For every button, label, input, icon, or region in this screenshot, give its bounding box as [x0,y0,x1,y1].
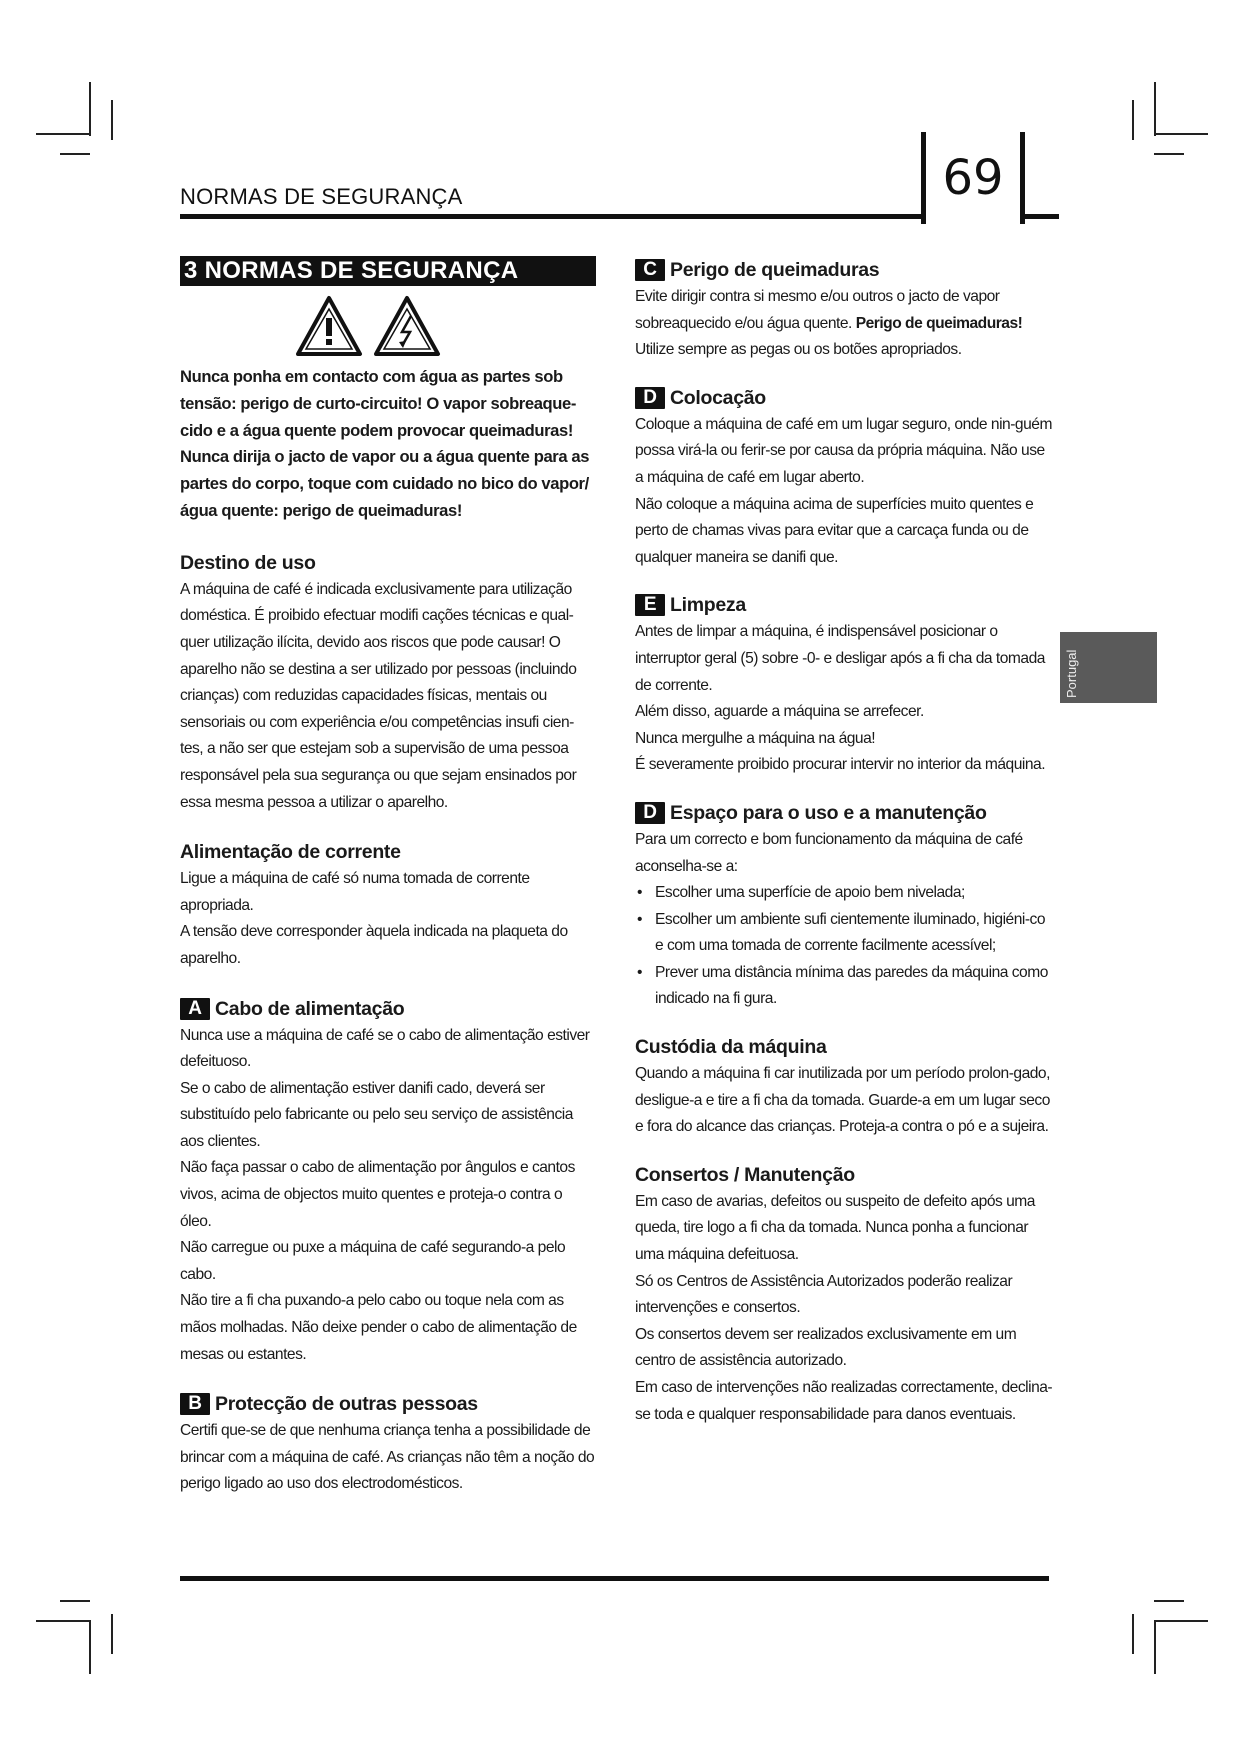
heading-destino: Destino de uso [180,551,316,574]
queimaduras-text-a: Evite dirigir contra si mesmo e/ou outros o jacto de vapor sobreaquecido e/ou água quente. [635,288,1000,332]
badge-d: D [635,387,665,409]
alimentacao-text-1: Ligue a máquina de café só numa tomada de corrente apropriada. [180,870,530,914]
list-item: • Escolher um ambiente sufi cientemente iluminado, higiéni-co e com uma tomada de corrente facilmente acessível; [635,907,1055,960]
badge-d-2: D [635,802,665,824]
section-title: 3 NORMAS DE SEGURANÇA [180,256,596,286]
custodia-text: Quando a máquina fi car inutilizada por um período prolon-gado, desligue-a e tire a fi cha da tomada. Guarde-a em um lugar seco e fora do alcance das crianças. Proteja-a contra o pó e a sujeira. [635,1065,1050,1136]
cabo-text-1: Nunca use a máquina de café se o cabo de alimentação estiver defeituoso. [180,1026,590,1071]
destino-text: A máquina de café é indicada exclusivamente para utilização doméstica. É proibido efectuar modifi cações técnicas e qual-quer utilização ilícita, devido aos riscos que pode causar! O aparelho não se destina a ser utilizado por pessoas (incluindo crianças) com reduzidas capacidades físicas, mentais ou sensoriais ou com experiência e/ou competências insufi cien-tes, a não ser que estejam sob a supervisão de uma pessoa responsável pela sua segurança ou que sejam ensinados por essa mesma pessoa a utilizar o aparelho. [180,580,577,811]
badge-a: A [180,998,210,1020]
warning-icons [180,294,596,358]
heading-custodia: Custódia da máquina [635,1036,827,1059]
queimaduras-text-b: Utilize sempre as pegas ou os botões apropriados. [635,341,962,359]
crop-mark [1154,82,1156,136]
badge-c: C [635,259,665,281]
heading-colocacao [635,384,1055,412]
consertos-text-4: Em caso de intervenções não realizadas correctamente, declina-se toda e qualquer responsabilidade para danos eventuais. [635,1379,1053,1423]
espaco-list [635,880,1055,1013]
cabo-text-2: Se o cabo de alimentação estiver danifi cado, deverá ser substituído pelo fabricante ou pelo seu serviço de assistência aos clientes. [180,1079,573,1150]
heading-consertos: Consertos / Manutenção [635,1163,855,1186]
running-header: NORMAS DE SEGURANÇA [180,184,463,209]
crop-mark [89,82,91,136]
crop-mark [89,1620,91,1674]
crop-mark [1154,1620,1208,1622]
crop-mark [1154,1600,1184,1602]
espaco-intro: Para um correcto e bom funcionamento da máquina de café aconselha-se a: [635,830,1023,875]
page-number: 69 [921,132,1025,224]
left-column [180,256,596,1518]
heading-proteccao [180,1390,596,1418]
crop-mark [60,153,90,155]
crop-mark [60,1600,90,1602]
language-tab-label: Portugal [1064,649,1079,698]
proteccao-text: Certifi que-se de que nenhuma criança tenha a possibilidade de brincar com a máquina de café. As crianças não têm a noção do perigo ligado ao uso dos electrodomésticos. [180,1422,595,1493]
crop-mark [1154,133,1208,135]
limpeza-text-3: Nunca mergulhe a máquina na água! [635,729,876,747]
cabo-text-4: Não carregue ou puxe a máquina de café segurando-a pelo cabo. [180,1239,566,1283]
crop-mark [1132,1614,1134,1654]
heading-alimentacao: Alimentação de corrente [180,841,401,864]
crop-mark [111,100,113,140]
heading-cabo [180,995,596,1023]
badge-e: E [635,594,665,616]
heading-cabo-label: Cabo de alimentação [215,997,405,1020]
limpeza-text-4: É severamente proibido procurar intervir no interior da máquina. [635,756,1046,774]
heading-limpeza [635,591,1055,619]
consertos-text-2: Só os Centros de Assistência Autorizados poderão realizar intervenções e consertos. [635,1272,1013,1317]
consertos-text-3: Os consertos devem ser realizados exclusivamente em um centro de assistência autorizado. [635,1325,1017,1370]
heading-proteccao-label: Protecção de outras pessoas [215,1393,478,1416]
footer-rule [180,1576,1049,1581]
colocacao-text-1: Coloque a máquina de café em um lugar seguro, onde nin-guém possa virá-la ou ferir-se por causa da própria máquina. Não use a máquina de café em lugar aberto. [635,415,1052,486]
queimaduras-warning: Perigo de queimaduras! [855,314,1023,332]
cabo-text-5: Não tire a fi cha puxando-a pelo cabo ou toque nela com as mãos molhadas. Não deixe pender o cabo de alimentação de mesas ou estantes. [180,1292,577,1363]
right-column [635,256,1055,1448]
limpeza-text-1: Antes de limpar a máquina, é indispensável posicionar o interruptor geral (5) sobre -0- e desligar após a fi cha da tomada de corrente. [635,623,1045,694]
badge-b: B [180,1393,210,1415]
safety-warning: Nunca ponha em contacto com água as partes sob tensão: perigo de curto-circuito! O vapor sobreaque-cido e a água quente podem provocar queimaduras! Nunca dirija o jacto de vapor ou a água quente para as partes do corpo, toque com cuidado no bico do vapor/ água quente: perigo de queimaduras! [180,367,590,520]
heading-espaco-label: Espaço para o uso e a manutenção [670,801,987,824]
heading-colocacao-label: Colocação [670,386,766,409]
colocacao-text-2: Não coloque a máquina acima de superfícies muito quentes e perto de chamas vivas para evitar que a carcaça funda ou de qualquer maneira se danifi que. [635,495,1034,566]
heading-espaco [635,799,1055,827]
list-item: • Escolher uma superfície de apoio bem nivelada; [635,880,1055,907]
heading-queimaduras-label: Perigo de queimaduras [670,259,880,281]
language-tab [1060,632,1157,703]
crop-mark [36,133,90,135]
cabo-text-3: Não faça passar o cabo de alimentação por ângulos e cantos vivos, acima de objectos muito quentes e proteja-o contra o óleo. [180,1159,575,1230]
list-item: • Prever uma distância mínima das paredes da máquina como indicado na fi gura. [635,960,1055,1013]
limpeza-text-2: Além disso, aguarde a máquina se arrefecer. [635,703,924,721]
crop-mark [1154,1620,1156,1674]
consertos-text-1: Em caso de avarias, defeitos ou suspeito de defeito após uma queda, tire logo a fi cha da tomada. Nunca ponha a funcionar uma máquina defeituosa. [635,1192,1035,1264]
heading-queimaduras [635,256,1055,284]
alimentacao-text-2: A tensão deve corresponder àquela indicada na plaqueta do aparelho. [180,923,568,967]
crop-mark [111,1614,113,1654]
crop-mark [1132,100,1134,140]
warning-exclamation-icon [294,294,364,358]
crop-mark [1154,153,1184,155]
crop-mark [36,1620,90,1622]
queimaduras-text [635,284,1055,337]
electric-hazard-icon [372,294,442,358]
heading-limpeza-label: Limpeza [670,594,746,617]
